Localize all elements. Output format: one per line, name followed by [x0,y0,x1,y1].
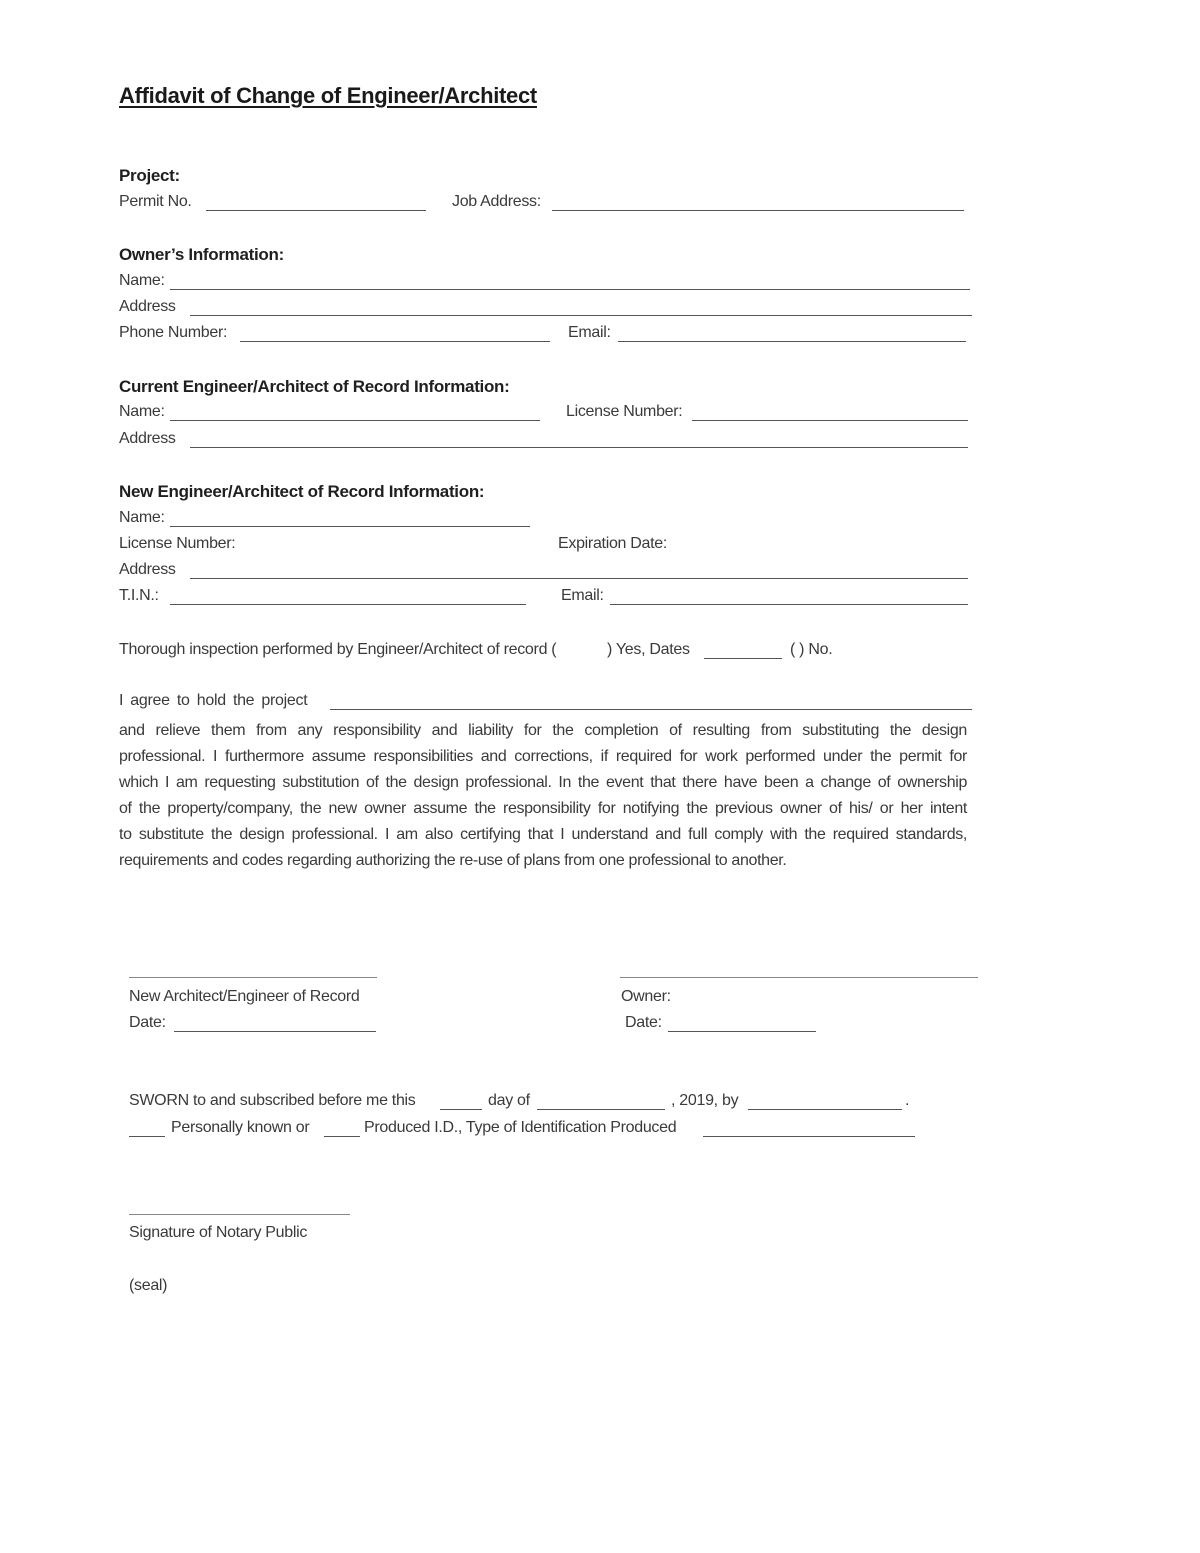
owner-phone-field[interactable] [240,341,550,342]
current-eor-heading: Current Engineer/Architect of Record Information: [119,377,510,396]
owner-heading: Owner’s Information: [119,245,284,264]
agreement-line: professional. I furthermore assume responsibilities and corrections, if required for work performed under the permit for [119,748,967,765]
sworn-by-field[interactable] [748,1109,902,1110]
agreement-line: requirements and codes regarding authorizing the re-use of plans from one professional to another. [119,852,787,869]
current-eor-address-field[interactable] [190,447,968,448]
new-eor-name-field[interactable] [170,526,530,527]
owner-email-label: Email: [568,324,611,341]
owner-name-field[interactable] [170,289,970,290]
job-address-label: Job Address: [452,193,541,210]
new-eor-signature-line[interactable] [129,977,377,978]
agreement-line: which I am requesting substitution of the design professional. In the event that there have been a change of ownership [119,774,967,791]
new-eor-date-field[interactable] [174,1031,376,1032]
owner-signature-label: Owner: [621,988,671,1005]
sworn-text-3: , 2019, by [671,1092,739,1109]
inspection-dates-field[interactable] [704,658,782,659]
new-eor-heading: New Engineer/Architect of Record Information: [119,482,485,501]
current-eor-address-label: Address [119,430,176,447]
current-eor-name-label: Name: [119,403,165,420]
new-eor-license-label: License Number: [119,535,236,552]
owner-address-field[interactable] [190,315,972,316]
sworn-day-field[interactable] [440,1109,482,1110]
sworn-text-4: . [905,1092,910,1109]
sworn-month-field[interactable] [537,1109,665,1110]
owner-name-label: Name: [119,272,165,289]
agreement-project-field[interactable] [330,709,972,710]
owner-phone-label: Phone Number: [119,324,228,341]
agreement-lead: I agree to hold the project [119,692,308,709]
project-heading: Project: [119,166,180,185]
document-title: Affidavit of Change of Engineer/Architect [119,83,537,108]
owner-email-field[interactable] [618,341,966,342]
personally-known-field[interactable] [129,1136,165,1137]
owner-date-label: Date: [625,1014,662,1031]
new-eor-email-field[interactable] [610,604,968,605]
id-type-field[interactable] [703,1136,915,1137]
job-address-field[interactable] [552,210,964,211]
notary-signature-line[interactable] [129,1214,350,1215]
new-eor-tin-label: T.I.N.: [119,587,159,604]
inspection-text-1: Thorough inspection performed by Engineer/Architect of record ( [119,641,557,658]
new-eor-name-label: Name: [119,509,165,526]
produced-id-field[interactable] [324,1136,360,1137]
notary-signature-label: Signature of Notary Public [129,1224,308,1241]
new-eor-address-field[interactable] [190,578,968,579]
new-eor-address-label: Address [119,561,176,578]
new-eor-signature-label: New Architect/Engineer of Record [129,988,360,1005]
new-eor-expiration-label: Expiration Date: [558,535,668,552]
known-text-1: Personally known or [171,1119,310,1136]
current-eor-name-field[interactable] [170,420,540,421]
agreement-line: and relieve them from any responsibility and liability for the completion of resulting from substituting the design [119,722,967,739]
known-text-2: Produced I.D., Type of Identification Produced [364,1119,677,1136]
agreement-paragraph [119,718,967,874]
new-eor-date-label: Date: [129,1014,166,1031]
new-eor-tin-field[interactable] [170,604,526,605]
agreement-line: to substitute the design professional. I am also certifying that I understand and full comply with the required standards, [119,826,967,843]
current-eor-license-label: License Number: [566,403,683,420]
inspection-text-3: ( ) No. [790,641,833,658]
owner-signature-line[interactable] [620,977,978,978]
new-eor-email-label: Email: [561,587,604,604]
owner-date-field[interactable] [668,1031,816,1032]
sworn-text-2: day of [488,1092,530,1109]
permit-label: Permit No. [119,193,192,210]
inspection-text-2: ) Yes, Dates [607,641,690,658]
agreement-line: of the property/company, the new owner assume the responsibility for notifying the previous owner of his/ or her intent [119,800,967,817]
sworn-text-1: SWORN to and subscribed before me this [129,1092,416,1109]
permit-field[interactable] [206,210,426,211]
current-eor-license-field[interactable] [692,420,968,421]
owner-address-label: Address [119,298,176,315]
seal-label: (seal) [129,1277,168,1294]
